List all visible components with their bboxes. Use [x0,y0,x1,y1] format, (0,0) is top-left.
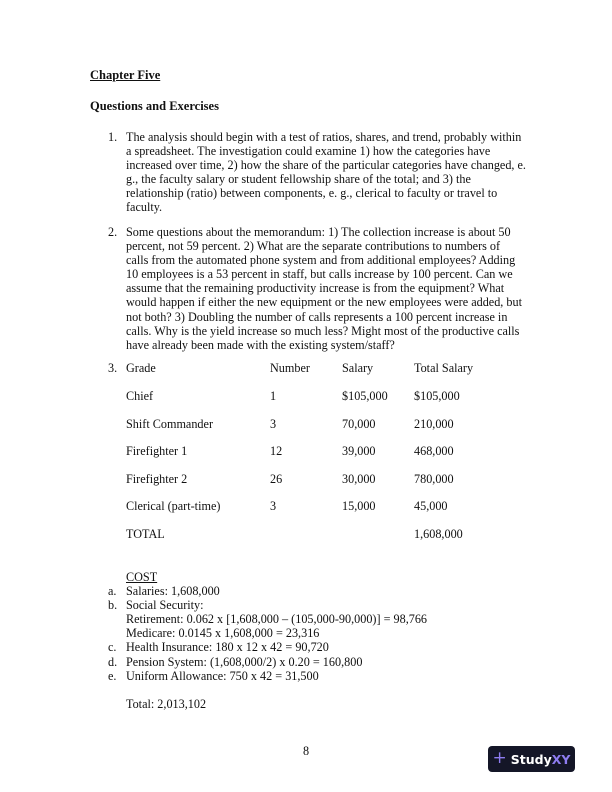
cost-item [108,640,427,655]
cost-item-text: Uniform Allowance: 750 x 42 = 31,500 [126,668,319,683]
cost-section [108,570,428,711]
cell-grade: Shift Commander [126,416,213,431]
cost-item-text: Medicare: 0.0145 x 1,608,000 = 23,316 [126,626,320,641]
question-1 [108,130,528,215]
cell-grade: TOTAL [126,526,165,541]
cost-subitem [126,626,427,640]
text-line: increased over time, 2) how the share of the particular categories have changed, e. [126,158,526,173]
cell-salary: $105,000 [342,389,388,403]
cell-salary: 70,000 [342,416,376,431]
header-grade: Grade [126,361,156,375]
text-line: The analysis should begin with a test of ratios, shares, and trend, probably within [126,130,522,144]
cell-total-salary: 45,000 [414,499,448,513]
cell-number: 1 [270,389,277,403]
cost-item-label: a. [108,584,117,599]
cost-item [108,584,427,599]
badge-text-accent: XY [551,751,571,767]
text-line: a spreadsheet. The investigation could examine 1) how the categories have [126,144,491,159]
text-line: assume that the remaining productivity increase is from the equipment? What [126,281,505,296]
cell-grade: Firefighter 1 [126,444,188,458]
cost-item-label: b. [108,598,118,613]
cell-total-salary: 468,000 [414,444,454,458]
cost-item-text: Retirement: 0.062 x [1,608,000 – (105,000-90,000)] = 98,766 [126,612,428,627]
text-line: calls. Why is the yield increase so much less? Might most of the productive calls [126,323,520,338]
plus-icon: + [492,747,507,768]
text-line: relationship (ratio) between components, e. g., clerical to faculty or travel to [126,186,498,201]
cell-grade: Chief [126,389,154,403]
cost-item-label: c. [108,640,117,655]
studyxy-badge[interactable] [488,746,575,772]
cell-grade: Clerical (part-time) [126,499,221,513]
header-salary: Salary [342,361,374,375]
cost-item-label: e. [108,668,117,683]
question-number: 2. [108,225,118,239]
cost-subitem [126,612,427,626]
cost-item [108,668,427,683]
question-number: 1. [108,130,118,144]
section-title: Questions and Exercises [90,99,219,113]
text-line: 10 employees is a 53 percent in staff, but calls increase by 100 percent. Can we [126,267,513,282]
question-2 [108,225,528,352]
cell-number: 26 [270,471,283,486]
text-line: calls from the automated phone system and from additional employees? Adding [126,253,516,268]
cell-total-salary: 780,000 [414,471,454,486]
cell-total-salary: $105,000 [414,389,460,403]
text-line: would happen if either the new equipment or the new employees were added, but [126,295,522,310]
header-total-salary: Total Salary [414,361,474,375]
cell-total-salary: 210,000 [414,416,454,431]
cell-number: 3 [270,416,277,431]
chapter-title: Chapter Five [90,68,161,82]
text-line: not both? 3) Doubling the number of calls represents a 100 percent increase in [126,309,508,324]
cell-number: 12 [270,444,283,458]
cost-item-text: Health Insurance: 180 x 12 x 42 = 90,720 [126,640,329,655]
cell-total-salary: 1,608,000 [414,526,463,541]
cell-grade: Firefighter 2 [126,471,188,486]
text-line: g., the faculty salary or student fellowship share of the total; and 3) the [126,172,471,187]
badge-text-main: Study [510,751,552,767]
page-number: 8 [303,744,310,758]
text-line: faculty. [126,200,163,215]
cost-item-label: d. [108,654,118,669]
cost-item-text: Salaries: 1,608,000 [126,584,220,599]
cost-item [108,598,427,613]
header-number: Number [270,361,310,375]
cost-title: COST [126,570,158,584]
text-line: have already been made with the existing system/staff? [126,337,395,352]
cost-item-text: Social Security: [126,598,204,613]
cell-salary: 15,000 [342,499,376,513]
cost-total: Total: 2,013,102 [126,696,207,711]
text-line: percent, not 59 percent. 2) What are the separate contributions to numbers of [126,239,501,254]
text-line: Some questions about the memorandum: 1) The collection increase is about 50 [126,225,511,239]
cell-number: 3 [270,499,277,513]
cost-item-text: Pension System: (1,608,000/2) x 0.20 = 160,800 [126,654,363,669]
cell-salary: 30,000 [342,471,376,486]
cell-salary: 39,000 [342,444,376,458]
question-number: 3. [108,361,118,375]
cost-item [108,654,427,669]
